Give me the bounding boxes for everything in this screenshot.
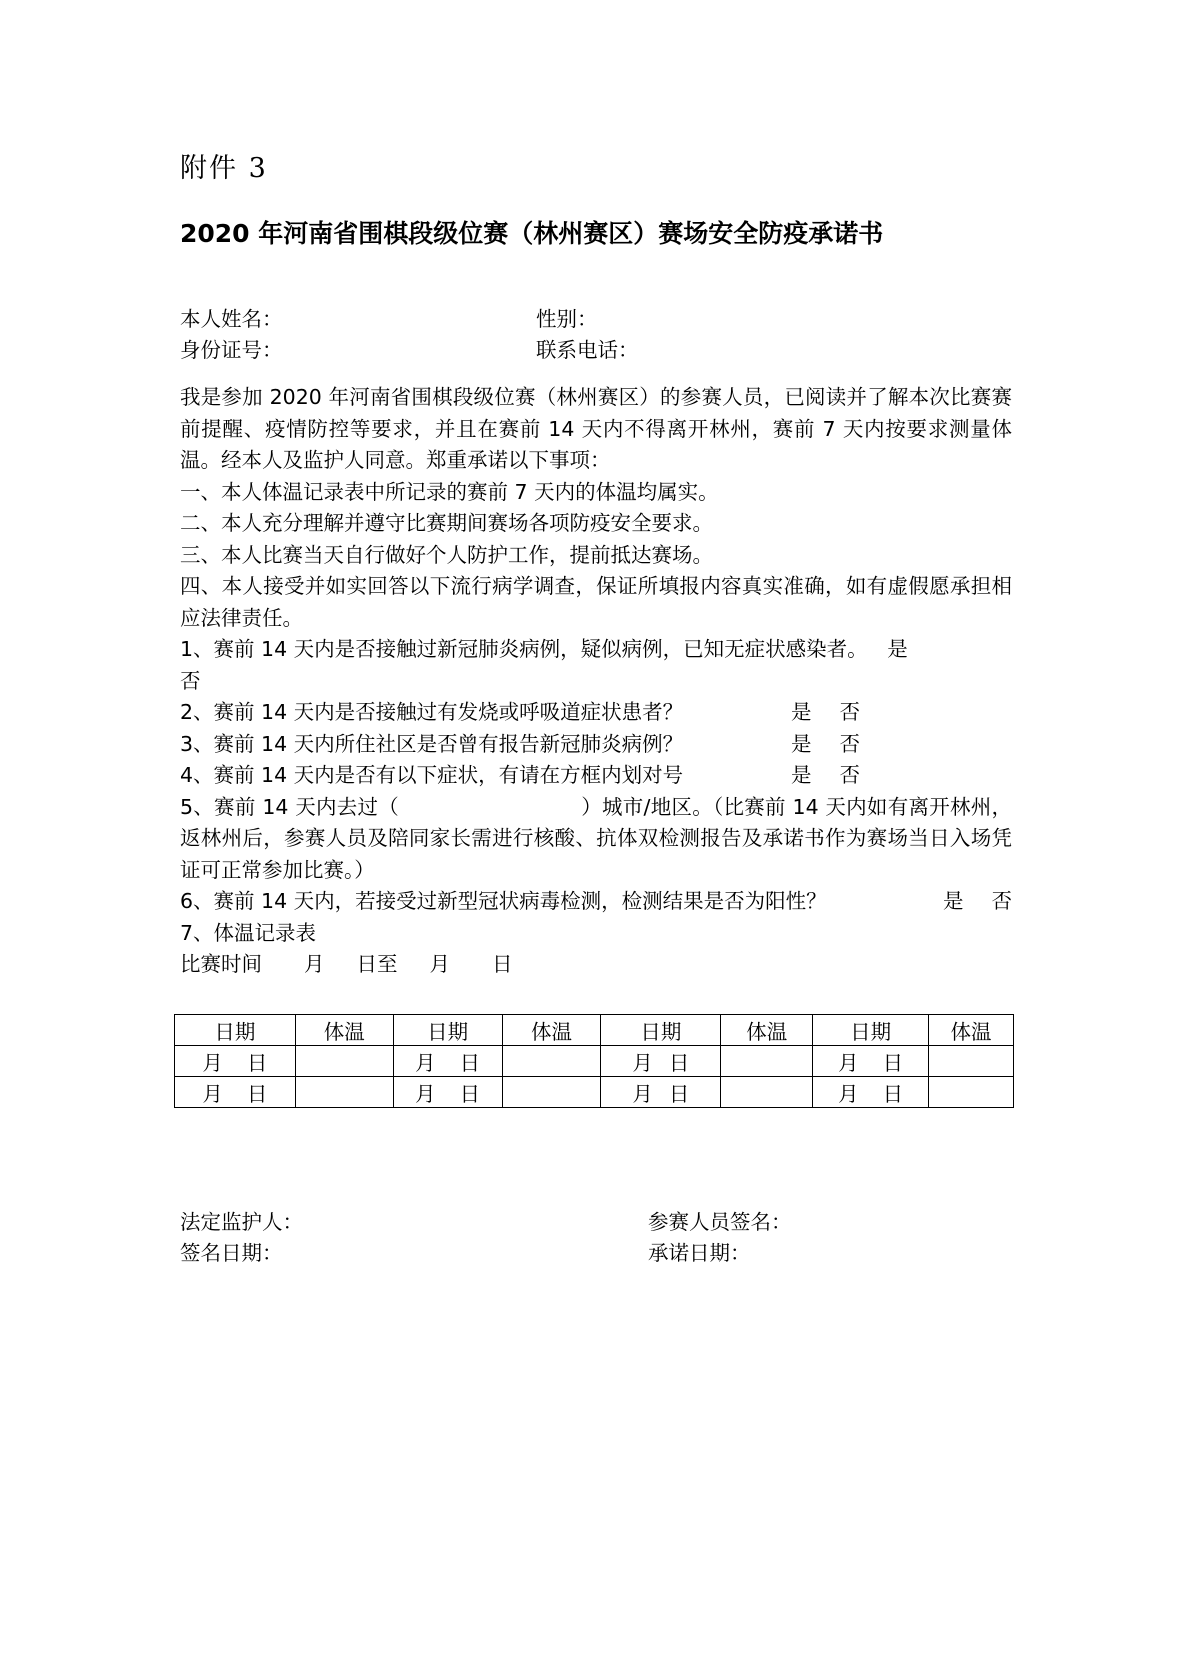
q1-yes-option[interactable]: 是 — [887, 637, 908, 661]
question-1-text: 1、赛前 14 天内是否接触过新冠肺炎病例，疑似病例，已知无症状感染者。 — [180, 637, 868, 661]
question-4 — [180, 760, 1012, 792]
date-cell: 月 日 — [175, 1077, 296, 1108]
date-cell: 月 日 — [175, 1046, 296, 1077]
date-cell: 月 日 — [813, 1077, 929, 1108]
temp-cell[interactable] — [295, 1077, 393, 1108]
pledge-date-label: 承诺日期： — [648, 1241, 751, 1265]
name-label: 本人姓名： — [180, 307, 283, 331]
temp-cell[interactable] — [929, 1046, 1014, 1077]
annex-label: 附件 3 — [180, 153, 268, 184]
document-title: 2020 年河南省围棋段级位赛（林州赛区）赛场安全防疫承诺书 — [180, 219, 884, 248]
date-cell: 月 日 — [601, 1046, 721, 1077]
temperature-table — [174, 1014, 1014, 1108]
q3-no-option[interactable]: 否 — [839, 731, 860, 756]
question-5-rest: ）城市/地区。（比赛前 14 天内如有离开林州，返林州后，参赛人员及陪同家长需进行核酸、抗体双检测报告及承诺书作为赛场当日入场凭证可正常参加比赛。） — [180, 794, 1012, 882]
table-row — [175, 1046, 1014, 1077]
temp-cell[interactable] — [721, 1077, 813, 1108]
q2-yes-option[interactable]: 是 — [791, 700, 812, 724]
temp-record-heading: 7、体温记录表 — [180, 920, 317, 945]
temp-cell[interactable] — [502, 1077, 601, 1108]
participant-signature-label: 参赛人员签名： — [648, 1210, 792, 1234]
q1-no-option[interactable]: 否 — [180, 668, 201, 693]
q4-no-option[interactable]: 否 — [839, 763, 860, 787]
header-temp: 体温 — [721, 1015, 813, 1046]
intro-paragraph: 我是参加 2020 年河南省围棋段级位赛（林州赛区）的参赛人员，已阅读并了解本次比赛赛前提醒、疫情防控等要求，并且在赛前 14 天内不得离开林州，赛前 7 天内按要求测量体温。经本人及监护人同意。郑重承诺以下事项： — [180, 385, 1012, 472]
pledge-item: 四、本人接受并如实回答以下流行病学调查，保证所填报内容真实准确，如有虚假愿承担相应法律责任。 — [180, 574, 1012, 630]
temp-cell[interactable] — [721, 1046, 813, 1077]
question-4-text: 4、赛前 14 天内是否有以下症状，有请在方框内划对号 — [180, 763, 684, 787]
date-cell: 月 日 — [393, 1046, 502, 1077]
pledge-item: 三、本人比赛当天自行做好个人防护工作，提前抵达赛场。 — [180, 542, 713, 567]
phone-label: 联系电话： — [536, 338, 639, 362]
period-day-to: 日至 — [356, 952, 398, 976]
question-6 — [180, 886, 1012, 918]
question-2-text: 2、赛前 14 天内是否接触过有发烧或呼吸道症状患者？ — [180, 700, 684, 724]
question-2 — [180, 697, 1012, 729]
question-5 — [180, 792, 1012, 887]
table-row — [175, 1077, 1014, 1108]
pledge-item: 一、本人体温记录表中所记录的赛前 7 天内的体温均属实。 — [180, 479, 719, 504]
table-header-row — [175, 1015, 1014, 1046]
header-temp: 体温 — [929, 1015, 1014, 1046]
question-5-prefix: 5、赛前 14 天内去过（ — [180, 794, 400, 819]
period-month: 月 — [429, 952, 450, 976]
question-3-text: 3、赛前 14 天内所住社区是否曾有报告新冠肺炎病例？ — [180, 731, 684, 756]
date-cell: 月 日 — [813, 1046, 929, 1077]
question-1 — [180, 634, 1012, 697]
pledge-body — [180, 382, 1012, 981]
id-label: 身份证号： — [180, 338, 283, 362]
competition-period — [180, 949, 1012, 981]
header-date: 日期 — [601, 1015, 721, 1046]
temp-cell[interactable] — [502, 1046, 601, 1077]
q6-no-option[interactable]: 否 — [991, 889, 1012, 913]
pledge-item: 二、本人充分理解并遵守比赛期间赛场各项防疫安全要求。 — [180, 511, 713, 535]
q3-yes-option[interactable]: 是 — [791, 731, 812, 756]
period-label: 比赛时间 — [180, 952, 262, 976]
date-cell: 月 日 — [601, 1077, 721, 1108]
header-temp: 体温 — [502, 1015, 601, 1046]
q2-no-option[interactable]: 否 — [839, 700, 860, 724]
temp-cell[interactable] — [295, 1046, 393, 1077]
header-date: 日期 — [175, 1015, 296, 1046]
period-day: 日 — [492, 952, 513, 976]
date-cell: 月 日 — [393, 1077, 502, 1108]
guardian-label: 法定监护人： — [180, 1210, 303, 1234]
q6-yes-option[interactable]: 是 — [943, 889, 964, 913]
q4-yes-option[interactable]: 是 — [791, 763, 812, 787]
temp-cell[interactable] — [929, 1077, 1014, 1108]
period-month: 月 — [304, 952, 325, 976]
header-date: 日期 — [813, 1015, 929, 1046]
header-temp: 体温 — [295, 1015, 393, 1046]
header-date: 日期 — [393, 1015, 502, 1046]
question-6-text: 6、赛前 14 天内，若接受过新型冠状病毒检测，检测结果是否为阳性？ — [180, 889, 827, 913]
sign-date-label: 签名日期： — [180, 1241, 283, 1265]
question-3 — [180, 729, 1012, 761]
gender-label: 性别： — [536, 307, 598, 331]
